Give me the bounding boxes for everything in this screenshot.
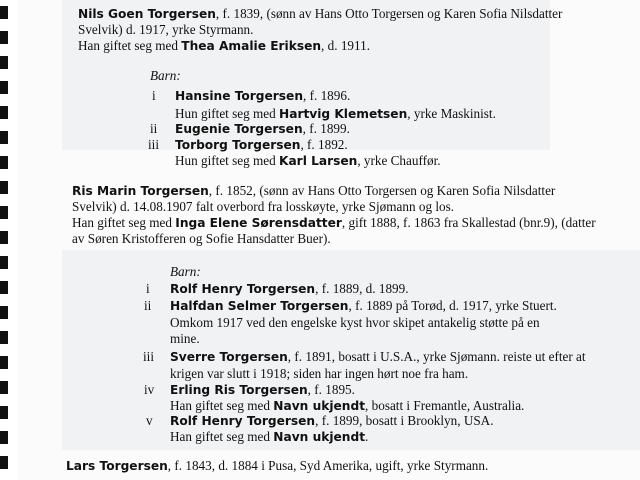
entry-1-child-3-married-prefix: Hun giftet seg med	[175, 153, 280, 168]
spiral-binding	[0, 0, 18, 480]
entry-1-marriage	[78, 38, 370, 54]
entry-1-line-1-rest: , f. 1839, (sønn av Hans Otto Torgersen og Karen Sofia Nilsdatter	[215, 6, 563, 21]
entry-2-spouse: Inga Elene Sørensdatter	[175, 216, 342, 230]
entry-1-spouse: Thea Amalie Eriksen	[181, 39, 322, 53]
entry-2-child-5-marriage	[170, 429, 368, 445]
entry-1-married-prefix: Han giftet seg med	[78, 38, 182, 53]
entry-1-child-1-rest: , f. 1896.	[303, 88, 351, 103]
entry-2-child-5-num: v	[146, 413, 153, 428]
entry-2-spouse-rest: , gift 1888, f. 1863 fra Skallestad (bnr.9), (datter	[341, 215, 596, 230]
entry-1-name: Nils Goen Torgersen	[78, 7, 216, 21]
entry-2-line-1-rest: , f. 1852, (sønn av Hans Otto Torgersen og Karen Sofia Nilsdatter	[208, 183, 556, 198]
entry-2-child-5-married-prefix: Han giftet seg med	[170, 429, 274, 444]
entry-2-child-4	[170, 382, 355, 398]
entry-2-child-1	[170, 281, 409, 297]
entry-1-child-3	[175, 137, 348, 153]
entry-2-child-1-rest: , f. 1889, d. 1899.	[315, 281, 409, 296]
entry-1-child-2-rest: , f. 1899.	[302, 121, 350, 136]
entry-1-child-1-marriage	[175, 106, 496, 122]
entry-2-child-5-rest: , f. 1899, bosatt i Brooklyn, USA.	[315, 413, 494, 428]
entry-2-child-3-note-1: krigen var slutt i 1918; siden har ingen hørt noe fra ham.	[170, 366, 469, 381]
entry-1-child-3-name: Torborg Torgersen	[175, 138, 301, 152]
entry-2-child-4-spouse-rest: , bosatt i Fremantle, Australia.	[365, 398, 525, 413]
entry-2-child-2-num: ii	[144, 298, 152, 313]
entry-3-name: Lars Torgersen	[66, 459, 168, 473]
entry-1-child-2	[175, 121, 350, 137]
entry-2-name: Ris Marin Torgersen	[72, 184, 209, 198]
entry-1-child-3-spouse-rest: , yrke Chauffør.	[357, 153, 441, 168]
entry-1-line-2: Svelvik) d. 1917, yrke Styrmann.	[78, 22, 254, 37]
entry-2-child-2-name: Halfdan Selmer Torgersen	[170, 299, 349, 313]
entry-2-child-4-spouse: Navn ukjendt	[273, 399, 366, 413]
entry-1-spouse-rest: , d. 1911.	[321, 38, 371, 53]
entry-2-child-4-rest: , f. 1895.	[307, 382, 355, 397]
entry-1-child-1	[175, 88, 350, 104]
entry-2-child-2	[170, 298, 557, 314]
entry-1-child-1-spouse: Hartvig Klemetsen	[279, 107, 408, 121]
entry-2-line-2: Svelvik) d. 14.08.1907 falt overbord fra losskøyte, yrke Sjømann og los.	[72, 199, 455, 214]
entry-1-child-1-num: i	[152, 88, 156, 103]
entry-2-child-2-rest: , f. 1889 på Torød, d. 1917, yrke Stuert.	[348, 298, 557, 313]
entry-2-child-4-marriage	[170, 398, 524, 414]
entry-2-child-2-note-1: Omkom 1917 ved den engelske kyst hvor skipet antakelig støtte på en	[170, 315, 540, 330]
entry-1-child-1-name: Hansine Torgersen	[175, 89, 303, 103]
entry-2-child-3-name: Sverre Torgersen	[170, 350, 288, 364]
entry-1-child-3-marriage	[175, 153, 441, 169]
entry-2-line-1	[72, 183, 555, 199]
entry-1-child-2-name: Eugenie Torgersen	[175, 122, 303, 136]
entry-3-line-1-rest: , f. 1843, d. 1884 i Pusa, Syd Amerika, ugift, yrke Styrmann.	[167, 458, 489, 473]
entry-2-child-3	[170, 349, 586, 365]
entry-2-child-5-spouse: Navn ukjendt	[273, 430, 366, 444]
entry-2-married-prefix: Han giftet seg med	[72, 215, 176, 230]
entry-1-child-1-spouse-rest: , yrke Maskinist.	[407, 106, 496, 121]
entry-1-line-1	[78, 6, 562, 22]
entry-2-child-1-num: i	[146, 281, 150, 296]
entry-1-child-3-rest: , f. 1892.	[300, 137, 348, 152]
entry-2-marriage	[72, 215, 596, 231]
entry-2-child-2-note-2: mine.	[170, 331, 200, 346]
entry-1-child-3-num: iii	[148, 137, 159, 152]
entry-2-child-4-num: iv	[144, 382, 155, 397]
entry-1-child-3-spouse: Karl Larsen	[279, 154, 358, 168]
entry-1-child-2-num: ii	[150, 121, 158, 136]
entry-1-child-1-married-prefix: Hun giftet seg med	[175, 106, 280, 121]
entry-2-child-3-num: iii	[143, 349, 154, 364]
entry-3-line-1	[66, 458, 488, 474]
entry-2-child-5-name: Rolf Henry Torgersen	[170, 414, 316, 428]
entry-2-children-label: Barn:	[170, 264, 201, 279]
entry-2-line-4: av Søren Kristofferen og Sofie Hansdatter Buer).	[72, 231, 331, 246]
entry-2-child-3-rest: , f. 1891, bosatt i U.S.A., yrke Sjømann. reiste ut efter at	[287, 349, 586, 364]
entry-1-children-label: Barn:	[150, 68, 181, 83]
entry-2-child-5-spouse-rest: .	[365, 429, 369, 444]
entry-2-child-5	[170, 413, 494, 429]
entry-2-child-4-married-prefix: Han giftet seg med	[170, 398, 274, 413]
entry-2-child-4-name: Erling Ris Torgersen	[170, 383, 308, 397]
entry-2-child-1-name: Rolf Henry Torgersen	[170, 282, 316, 296]
